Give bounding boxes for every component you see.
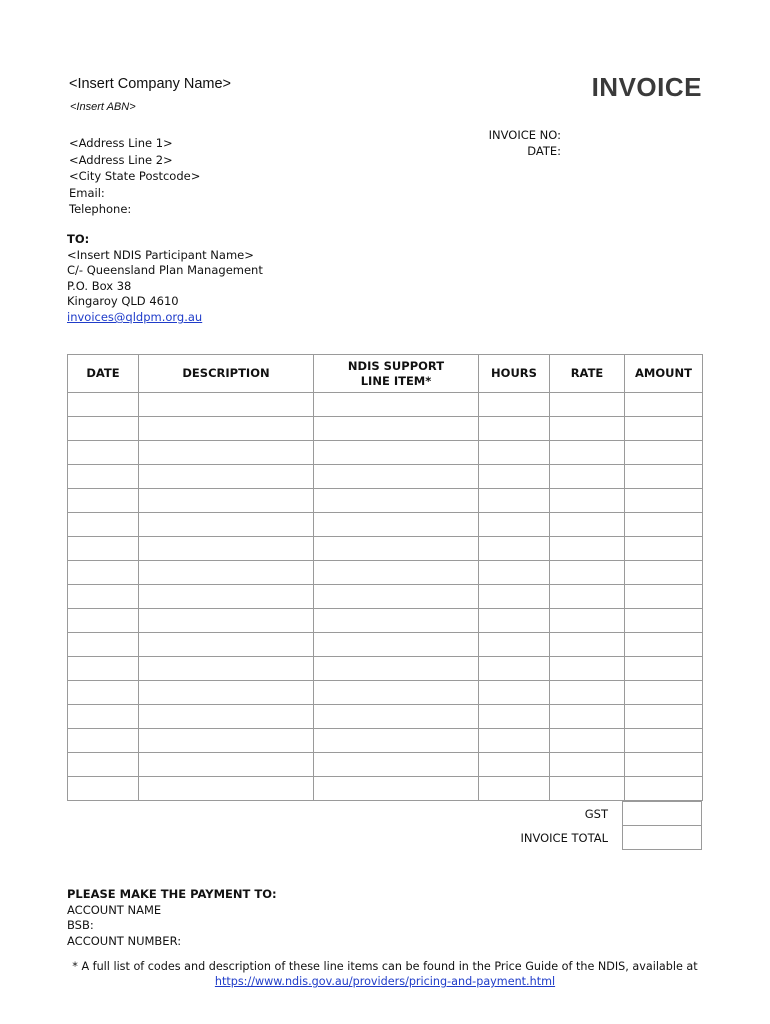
to-label: TO: bbox=[67, 232, 90, 246]
table-cell[interactable] bbox=[550, 633, 625, 657]
care-of: C/- Queensland Plan Management bbox=[67, 263, 263, 278]
table-cell[interactable] bbox=[625, 465, 703, 489]
table-cell[interactable] bbox=[550, 417, 625, 441]
table-cell[interactable] bbox=[314, 609, 479, 633]
table-cell[interactable] bbox=[68, 585, 139, 609]
table-cell[interactable] bbox=[68, 393, 139, 417]
column-header-description: DESCRIPTION bbox=[139, 355, 314, 393]
sender-address bbox=[69, 136, 200, 219]
table-cell[interactable] bbox=[314, 705, 479, 729]
table-cell[interactable] bbox=[479, 729, 550, 753]
invoice-total-value-cell[interactable] bbox=[622, 825, 702, 850]
column-header-hours: HOURS bbox=[479, 355, 550, 393]
table-cell[interactable] bbox=[550, 753, 625, 777]
table-cell[interactable] bbox=[550, 393, 625, 417]
email-label: Email: bbox=[69, 185, 105, 200]
telephone-label: Telephone: bbox=[69, 202, 132, 216]
table-cell[interactable] bbox=[68, 777, 139, 801]
table-cell[interactable] bbox=[479, 633, 550, 657]
table-cell[interactable] bbox=[479, 417, 550, 441]
table-cell[interactable] bbox=[479, 561, 550, 585]
table-cell[interactable] bbox=[550, 705, 625, 729]
table-cell[interactable] bbox=[314, 465, 479, 489]
table-cell[interactable] bbox=[314, 633, 479, 657]
table-cell[interactable] bbox=[314, 753, 479, 777]
table-cell[interactable] bbox=[314, 513, 479, 537]
table-row bbox=[68, 729, 703, 753]
table-cell[interactable] bbox=[139, 417, 314, 441]
table-cell[interactable] bbox=[625, 681, 703, 705]
table-cell[interactable] bbox=[625, 393, 703, 417]
table-cell[interactable] bbox=[625, 489, 703, 513]
city-state-postcode: <City State Postcode> bbox=[69, 169, 201, 183]
table-cell[interactable] bbox=[139, 729, 314, 753]
table-body bbox=[68, 393, 703, 801]
totals-block bbox=[440, 801, 702, 849]
recipient-email-link[interactable]: invoices@qldpm.org.au bbox=[67, 309, 203, 324]
table-cell[interactable] bbox=[314, 489, 479, 513]
address-line-1: <Address Line 1> bbox=[69, 136, 173, 150]
table-cell[interactable] bbox=[314, 537, 479, 561]
table-cell[interactable] bbox=[68, 537, 139, 561]
table-cell[interactable] bbox=[625, 753, 703, 777]
table-cell[interactable] bbox=[550, 681, 625, 705]
gst-value-cell[interactable] bbox=[622, 801, 702, 825]
table-cell[interactable] bbox=[139, 441, 314, 465]
table-cell[interactable] bbox=[479, 753, 550, 777]
table-cell[interactable] bbox=[550, 489, 625, 513]
footnote-url-link[interactable]: https://www.ndis.gov.au/providers/pricing-and-payment.html bbox=[214, 975, 556, 988]
table-cell[interactable] bbox=[314, 657, 479, 681]
table-row bbox=[68, 489, 703, 513]
table-cell[interactable] bbox=[139, 777, 314, 801]
table-cell[interactable] bbox=[68, 441, 139, 465]
table-cell[interactable] bbox=[479, 393, 550, 417]
table-cell[interactable] bbox=[139, 681, 314, 705]
table-cell[interactable] bbox=[479, 465, 550, 489]
table-row bbox=[68, 513, 703, 537]
table-cell[interactable] bbox=[625, 705, 703, 729]
bsb-label: BSB: bbox=[67, 918, 94, 933]
table-cell[interactable] bbox=[625, 441, 703, 465]
table-row bbox=[68, 705, 703, 729]
table-row bbox=[68, 585, 703, 609]
footnote-text: * A full list of codes and description of these line items can be found in the Price Guide of the NDIS, available at bbox=[72, 960, 698, 973]
table-cell[interactable] bbox=[479, 705, 550, 729]
table-cell[interactable] bbox=[68, 465, 139, 489]
table-row bbox=[68, 441, 703, 465]
po-box: P.O. Box 38 bbox=[67, 278, 132, 293]
footnote bbox=[0, 959, 770, 989]
table-cell[interactable] bbox=[625, 513, 703, 537]
ndis-header-text: NDIS SUPPORT LINE ITEM* bbox=[347, 358, 445, 388]
table-cell[interactable] bbox=[139, 657, 314, 681]
table-cell[interactable] bbox=[139, 561, 314, 585]
table-cell[interactable] bbox=[139, 489, 314, 513]
table-cell[interactable] bbox=[550, 657, 625, 681]
table-cell[interactable] bbox=[139, 393, 314, 417]
company-abn: <Insert ABN> bbox=[70, 101, 136, 113]
gst-label: GST bbox=[584, 807, 608, 821]
table-cell[interactable] bbox=[139, 537, 314, 561]
table-cell[interactable] bbox=[314, 777, 479, 801]
table-row bbox=[68, 777, 703, 801]
table-cell[interactable] bbox=[68, 609, 139, 633]
column-header-date: DATE bbox=[68, 355, 139, 393]
table-row bbox=[68, 633, 703, 657]
table-cell[interactable] bbox=[625, 417, 703, 441]
table-row bbox=[68, 657, 703, 681]
table-cell[interactable] bbox=[625, 777, 703, 801]
table-cell[interactable] bbox=[68, 633, 139, 657]
table-row bbox=[68, 417, 703, 441]
table-cell[interactable] bbox=[625, 633, 703, 657]
table-cell[interactable] bbox=[314, 585, 479, 609]
line-items-table bbox=[67, 354, 703, 801]
table-row bbox=[68, 561, 703, 585]
table-cell[interactable] bbox=[68, 513, 139, 537]
table-cell[interactable] bbox=[68, 561, 139, 585]
address-line-2: <Address Line 2> bbox=[69, 152, 173, 167]
table-cell[interactable] bbox=[550, 513, 625, 537]
table-row bbox=[68, 609, 703, 633]
invoice-total-row bbox=[440, 825, 702, 849]
column-header-rate: RATE bbox=[550, 355, 625, 393]
table-cell[interactable] bbox=[479, 585, 550, 609]
table-cell[interactable] bbox=[550, 537, 625, 561]
account-name-label: ACCOUNT NAME bbox=[67, 902, 162, 917]
company-name: <Insert Company Name> bbox=[69, 76, 231, 92]
table-cell[interactable] bbox=[479, 777, 550, 801]
table-cell[interactable] bbox=[314, 729, 479, 753]
invoice-date-label: DATE: bbox=[527, 143, 561, 158]
participant-name: <Insert NDIS Participant Name> bbox=[67, 247, 254, 262]
table-cell[interactable] bbox=[68, 729, 139, 753]
table-cell[interactable] bbox=[314, 417, 479, 441]
table-cell[interactable] bbox=[139, 753, 314, 777]
table-cell[interactable] bbox=[314, 393, 479, 417]
table-cell[interactable] bbox=[139, 465, 314, 489]
column-header-amount: AMOUNT bbox=[625, 355, 703, 393]
table-cell[interactable] bbox=[139, 609, 314, 633]
table-cell[interactable] bbox=[139, 705, 314, 729]
table-row bbox=[68, 753, 703, 777]
invoice-total-label: INVOICE TOTAL bbox=[520, 831, 608, 845]
recipient-block bbox=[67, 232, 263, 326]
payment-details bbox=[67, 887, 277, 949]
table-cell[interactable] bbox=[550, 441, 625, 465]
gst-row bbox=[440, 801, 702, 825]
table-cell[interactable] bbox=[479, 537, 550, 561]
invoice-meta bbox=[440, 128, 561, 159]
table-cell[interactable] bbox=[68, 753, 139, 777]
table-cell[interactable] bbox=[479, 489, 550, 513]
table-cell[interactable] bbox=[625, 729, 703, 753]
table-cell[interactable] bbox=[68, 705, 139, 729]
table-cell[interactable] bbox=[625, 657, 703, 681]
table-cell[interactable] bbox=[625, 585, 703, 609]
account-number-label: ACCOUNT NUMBER: bbox=[67, 933, 182, 948]
table-cell[interactable] bbox=[68, 489, 139, 513]
table-row bbox=[68, 681, 703, 705]
table-cell[interactable] bbox=[479, 513, 550, 537]
table-cell[interactable] bbox=[139, 513, 314, 537]
table-cell[interactable] bbox=[68, 681, 139, 705]
table-cell[interactable] bbox=[139, 633, 314, 657]
document-title: INVOICE bbox=[591, 72, 702, 102]
table-cell[interactable] bbox=[314, 681, 479, 705]
table-cell[interactable] bbox=[479, 657, 550, 681]
table-cell[interactable] bbox=[479, 681, 550, 705]
column-header-ndis-line-item bbox=[314, 355, 479, 393]
table-cell[interactable] bbox=[625, 609, 703, 633]
table-cell[interactable] bbox=[550, 585, 625, 609]
invoice-no-label: INVOICE NO: bbox=[488, 128, 561, 142]
table-cell[interactable] bbox=[550, 561, 625, 585]
table-cell[interactable] bbox=[139, 585, 314, 609]
table-cell[interactable] bbox=[550, 465, 625, 489]
table-cell[interactable] bbox=[314, 441, 479, 465]
table-cell[interactable] bbox=[550, 777, 625, 801]
table-row bbox=[68, 393, 703, 417]
table-cell[interactable] bbox=[68, 657, 139, 681]
table-cell[interactable] bbox=[550, 729, 625, 753]
table-header-row bbox=[68, 355, 703, 393]
recipient-city: Kingaroy QLD 4610 bbox=[67, 294, 179, 309]
table-row bbox=[68, 537, 703, 561]
table-cell[interactable] bbox=[625, 537, 703, 561]
table-cell[interactable] bbox=[550, 609, 625, 633]
table-cell[interactable] bbox=[68, 417, 139, 441]
payment-heading: PLEASE MAKE THE PAYMENT TO: bbox=[67, 887, 277, 901]
table-cell[interactable] bbox=[479, 609, 550, 633]
table-row bbox=[68, 465, 703, 489]
table-cell[interactable] bbox=[625, 561, 703, 585]
table-cell[interactable] bbox=[479, 441, 550, 465]
table-cell[interactable] bbox=[314, 561, 479, 585]
